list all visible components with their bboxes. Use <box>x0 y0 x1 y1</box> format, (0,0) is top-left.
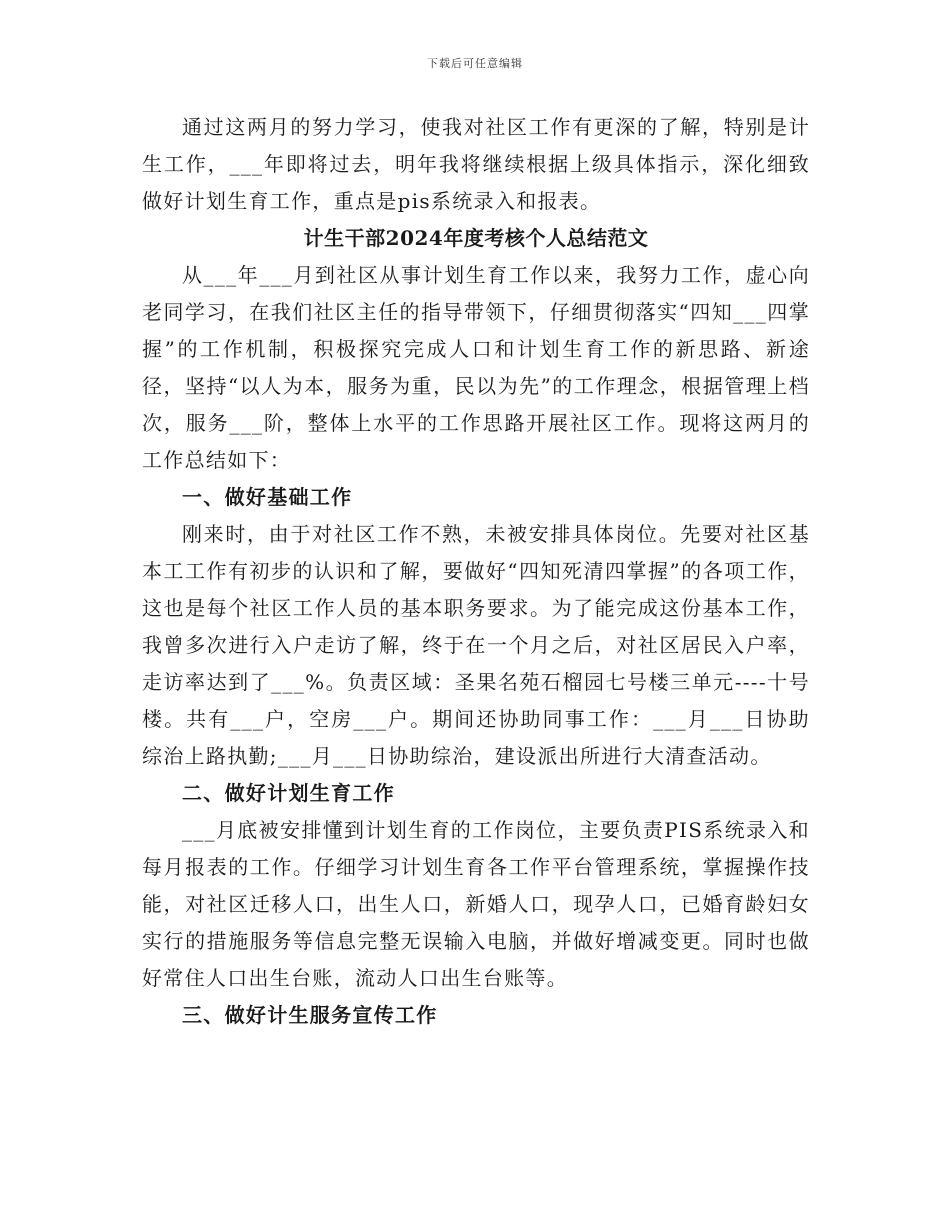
opening-paragraph: 从___年___月到社区从事计划生育工作以来，我努力工作，虚心向老同学习，在我们社区主任的指导带领下，仔细贯彻落实“四知___四掌握”的工作机制，积极探究完成人口和计划生育工作的新思路、新途径，坚持“以人为本，服务为重，民以为先”的工作理念，根据管理上档次，服务___阶，整体上水平的工作思路开展社区工作。现将这两月的工作总结如下： <box>142 263 810 472</box>
document-title: 计生干部2024年度考核个人总结范文 <box>303 226 649 250</box>
section-heading-2: 二、做好计划生育工作 <box>182 781 395 805</box>
section-paragraph-2: ___月底被安排懂到计划生育的工作岗位，主要负责PIS系统录入和每月报表的工作。仔细学习计划生育各工作平台管理系统，掌握操作技能，对社区迁移人口，出生人口，新婚人口，现孕人口，已婚育龄妇女实行的措施服务等信息完整无误输入电脑，并做好增减变更。同时也做好常住人口出生台账，流动人口出生台账等。 <box>142 818 810 990</box>
section-heading-1: 一、做好基础工作 <box>182 485 353 509</box>
intro-paragraph: 通过这两月的努力学习，使我对社区工作有更深的了解，特别是计生工作，___年即将过去，明年我将继续根据上级具体指示，深化细致做好计划生育工作，重点是pis系统录入和报表。 <box>142 115 810 213</box>
page-header: 下载后可任意编辑 <box>427 57 523 70</box>
document-body <box>142 109 810 1034</box>
section-paragraph-1: 刚来时，由于对社区工作不熟，未被安排具体岗位。先要对社区基本工工作有初步的认识和了解，要做好“四知死清四掌握”的各项工作，这也是每个社区工作人员的基本职务要求。为了能完成这份基本工作，我曾多次进行入户走访了解，终于在一个月之后，对社区居民入户率，走访率达到了___%。负责区域：圣果名苑石榴园七号楼三单元----十号楼。共有___户，空房___户。期间还协助同事工作：___月___日协助综治上路执勤;___月___日协助综治，建设派出所进行大清查活动。 <box>142 522 810 768</box>
section-heading-3: 三、做好计生服务宣传工作 <box>182 1003 438 1027</box>
